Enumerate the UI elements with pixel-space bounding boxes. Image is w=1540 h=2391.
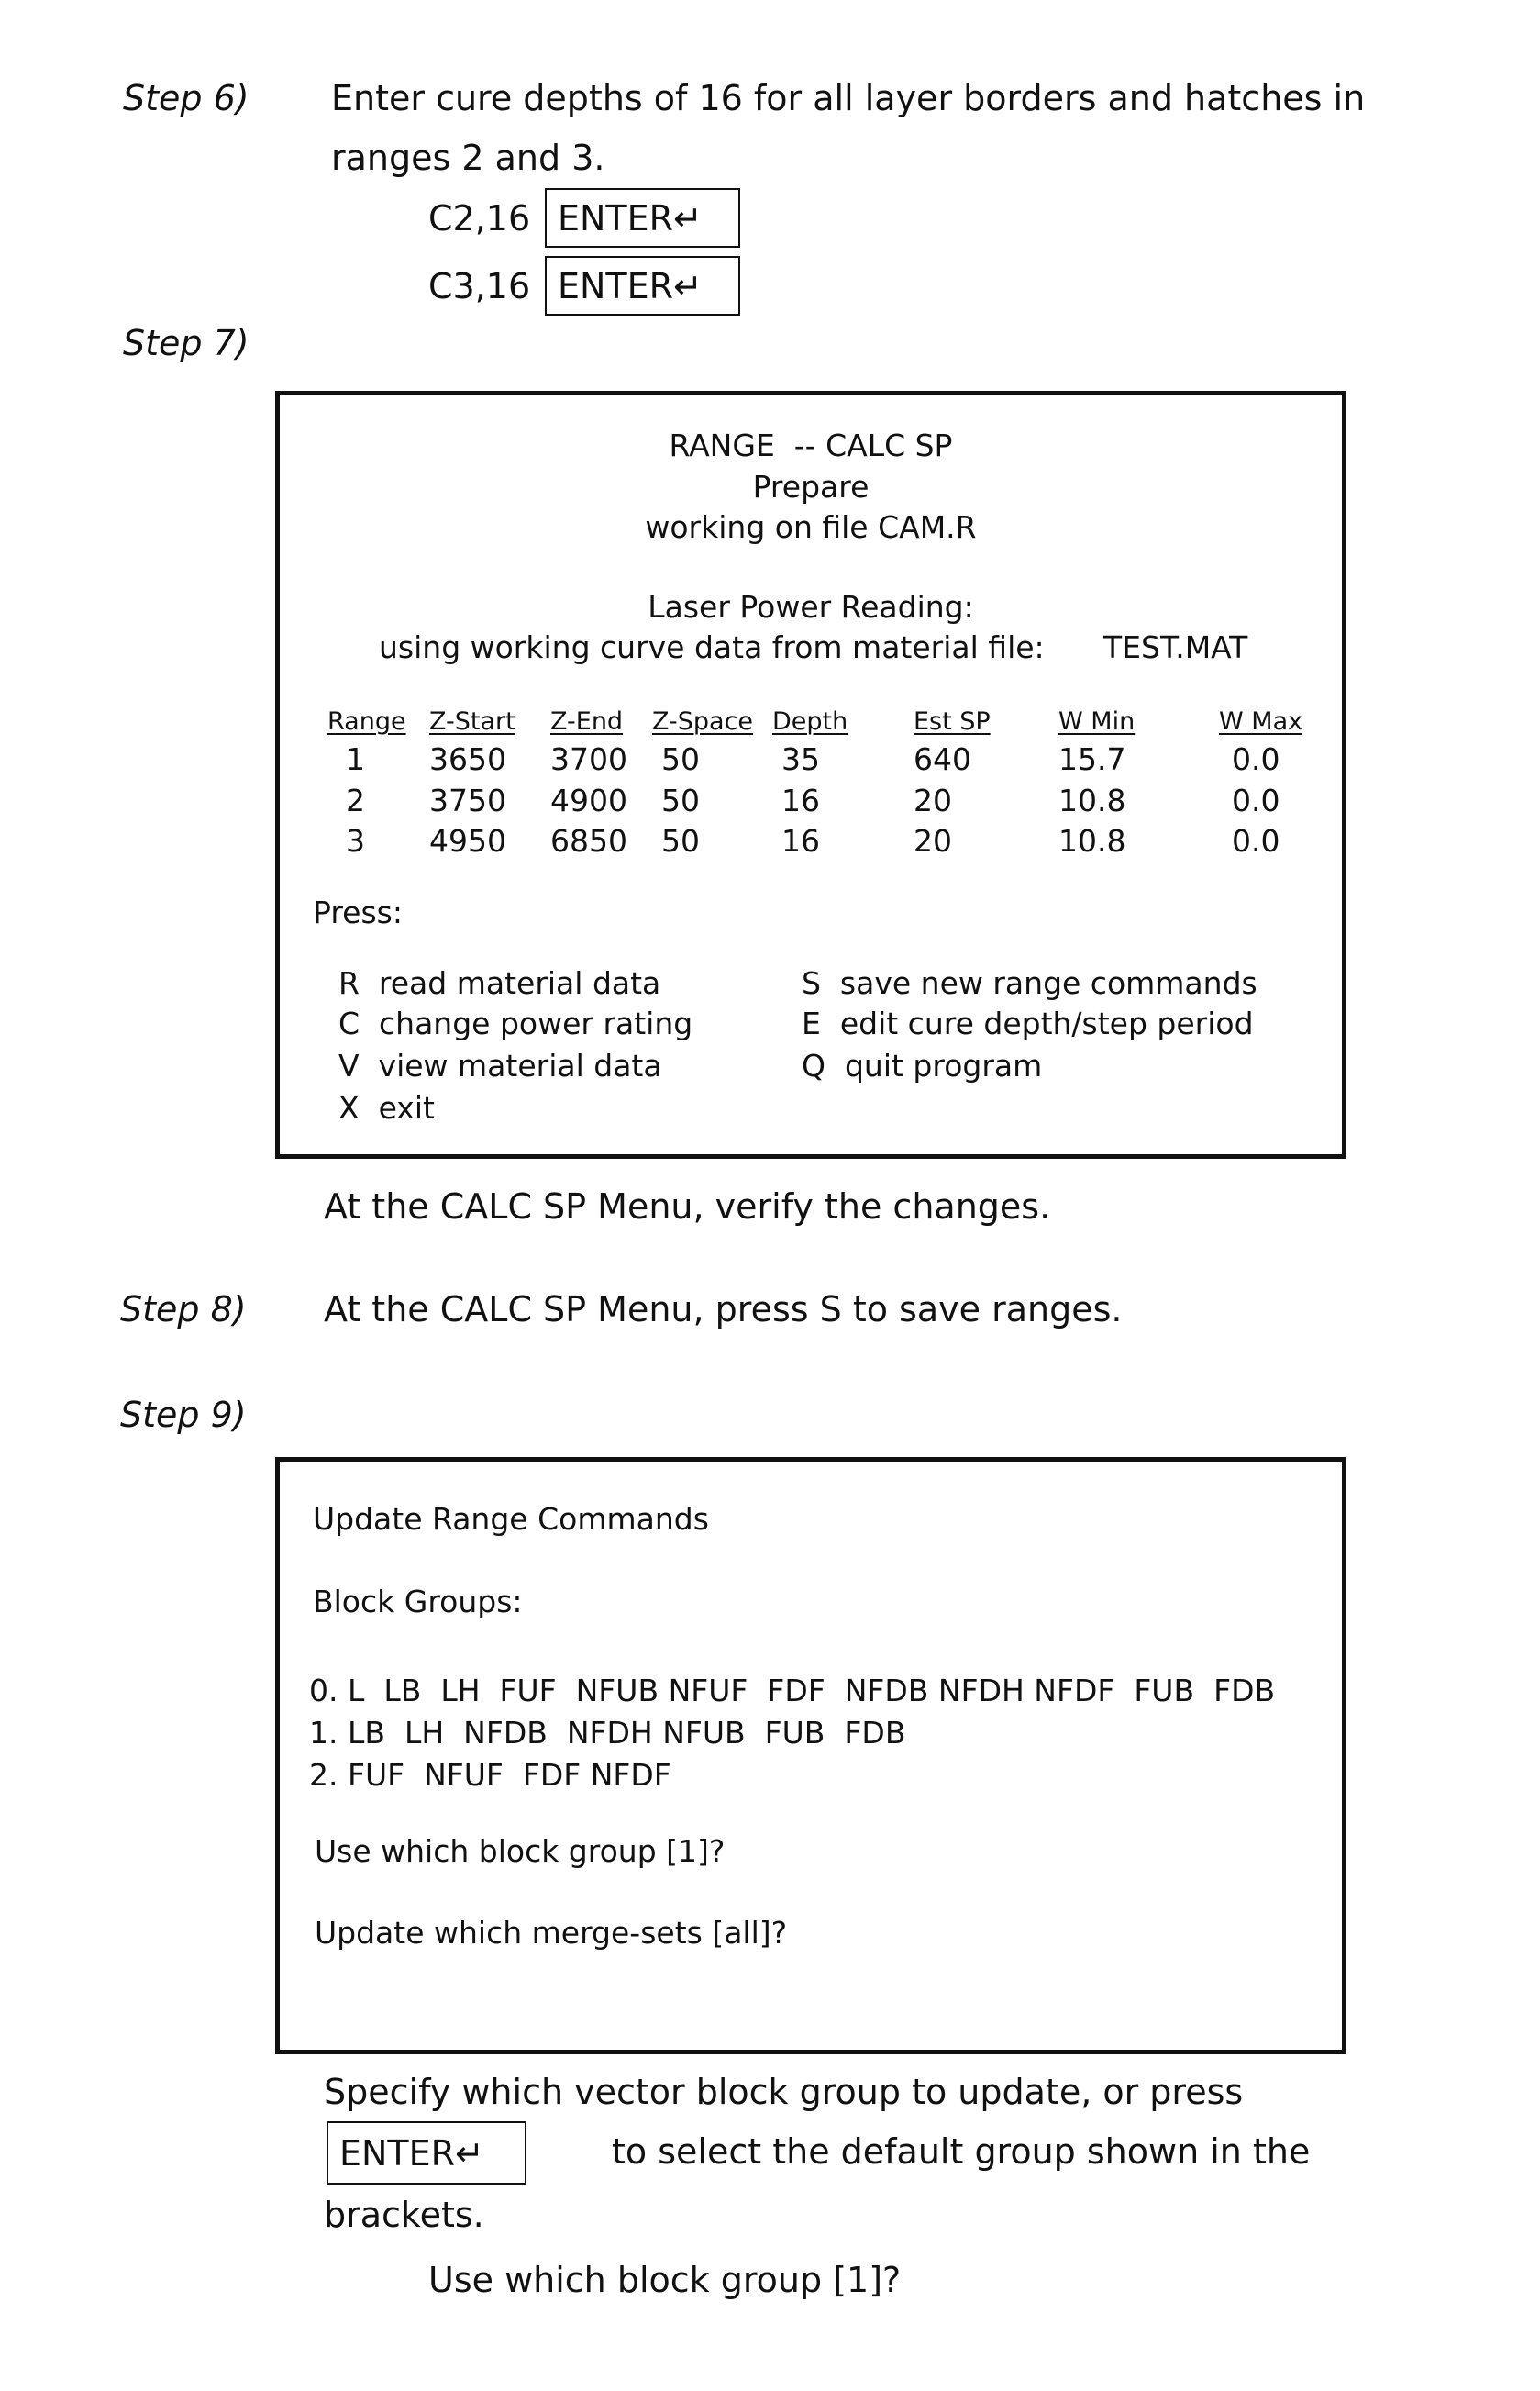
menu-item-quit: Q quit program bbox=[802, 1051, 1042, 1081]
calc-sp-screen bbox=[275, 391, 1346, 1159]
table-cell: 50 bbox=[661, 826, 700, 856]
table-cell: 1 bbox=[346, 744, 365, 774]
menu-item-view: V view material data bbox=[338, 1051, 662, 1081]
press-label: Press: bbox=[313, 897, 403, 928]
screen-title: RANGE -- CALC SP bbox=[280, 430, 1342, 461]
material-file: TEST.MAT bbox=[1103, 632, 1247, 662]
step-6-label: Step 6) bbox=[123, 81, 249, 116]
table-cell: 3 bbox=[346, 826, 365, 856]
table-cell: 4950 bbox=[429, 826, 506, 856]
material-line: using working curve data from material file: bbox=[379, 632, 1045, 662]
table-cell: 15.7 bbox=[1058, 744, 1125, 774]
table-cell: 0.0 bbox=[1232, 826, 1280, 856]
laser-power-label: Laser Power Reading: bbox=[280, 592, 1342, 622]
step-9-note-2: to select the default group shown in the bbox=[612, 2134, 1310, 2169]
table-cell: 0.0 bbox=[1232, 744, 1280, 774]
step-9-note: Specify which vector block group to update, or press bbox=[324, 2074, 1243, 2109]
menu-item-change: C change power rating bbox=[338, 1008, 692, 1039]
column-header: Depth bbox=[772, 709, 848, 734]
menu-item-read: R read material data bbox=[338, 968, 660, 998]
column-header: Z-Start bbox=[429, 709, 515, 734]
step-8-label: Step 8) bbox=[120, 1292, 247, 1327]
enter-key: ENTER↵ bbox=[327, 2121, 526, 2185]
prompt-block-group: Use which block group [1]? bbox=[315, 1836, 725, 1866]
step-8-text: At the CALC SP Menu, press S to save ranges. bbox=[324, 1292, 1122, 1327]
step-9-note-3: brackets. bbox=[324, 2197, 484, 2232]
table-cell: 10.8 bbox=[1058, 785, 1125, 816]
table-cell: 4900 bbox=[550, 785, 627, 816]
menu-item-exit: X exit bbox=[338, 1093, 435, 1123]
step-7-note: At the CALC SP Menu, verify the changes. bbox=[324, 1189, 1050, 1224]
table-cell: 6850 bbox=[550, 826, 627, 856]
menu-item-edit: E edit cure depth/step period bbox=[802, 1008, 1254, 1039]
step-6-text-2: ranges 2 and 3. bbox=[331, 140, 604, 175]
block-group-1: 1. LB LH NFDB NFDH NFUB FUB FDB bbox=[309, 1718, 905, 1748]
table-cell: 10.8 bbox=[1058, 826, 1125, 856]
prompt-repeat: Use which block group [1]? bbox=[428, 2263, 901, 2297]
enter-key: ENTER↵ bbox=[545, 188, 740, 248]
step-9-label: Step 9) bbox=[120, 1397, 247, 1432]
screen-title: Update Range Commands bbox=[313, 1504, 709, 1534]
column-header: Range bbox=[327, 709, 406, 734]
file-line: working on file CAM.R bbox=[280, 512, 1342, 542]
enter-key: ENTER↵ bbox=[545, 256, 740, 316]
column-header: W Min bbox=[1058, 709, 1135, 734]
table-cell: 3650 bbox=[429, 744, 506, 774]
step-7-label: Step 7) bbox=[123, 326, 249, 361]
table-cell: 640 bbox=[914, 744, 971, 774]
command-c3: C3,16 bbox=[428, 269, 530, 304]
block-group-2: 2. FUF NFUF FDF NFDF bbox=[309, 1760, 671, 1790]
table-cell: 3750 bbox=[429, 785, 506, 816]
column-header: Z-End bbox=[550, 709, 623, 734]
table-cell: 35 bbox=[781, 744, 820, 774]
table-cell: 20 bbox=[914, 785, 952, 816]
block-group-0: 0. L LB LH FUF NFUB NFUF FDF NFDB NFDH NFDF FUB FDB bbox=[309, 1675, 1275, 1706]
table-cell: 20 bbox=[914, 826, 952, 856]
column-header: Est SP bbox=[914, 709, 991, 734]
table-cell: 50 bbox=[661, 785, 700, 816]
table-cell: 16 bbox=[781, 785, 820, 816]
table-cell: 3700 bbox=[550, 744, 627, 774]
table-cell: 50 bbox=[661, 744, 700, 774]
update-range-screen bbox=[275, 1457, 1346, 2054]
column-header: Z-Space bbox=[652, 709, 753, 734]
table-cell: 0.0 bbox=[1232, 785, 1280, 816]
screen-subtitle: Prepare bbox=[280, 472, 1342, 502]
menu-item-save: S save new range commands bbox=[802, 968, 1257, 998]
prompt-merge-sets: Update which merge-sets [all]? bbox=[315, 1918, 787, 1948]
step-6-text: Enter cure depths of 16 for all layer borders and hatches in bbox=[331, 81, 1365, 116]
block-groups-label: Block Groups: bbox=[313, 1586, 523, 1617]
table-cell: 16 bbox=[781, 826, 820, 856]
command-c2: C2,16 bbox=[428, 201, 530, 236]
column-header: W Max bbox=[1219, 709, 1302, 734]
table-cell: 2 bbox=[346, 785, 365, 816]
